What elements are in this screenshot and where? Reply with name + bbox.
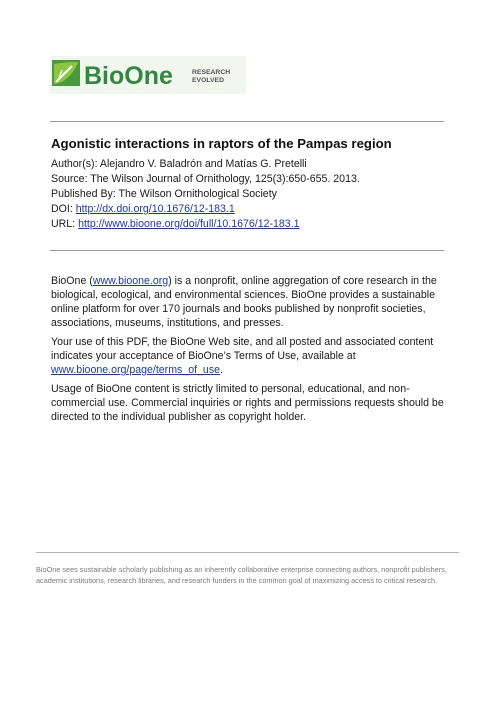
leaf-icon	[52, 60, 80, 86]
logo-brand-text: BioOne	[84, 62, 173, 90]
doi-link[interactable]: http://dx.doi.org/10.1676/12-183.1	[75, 203, 235, 215]
bioone-home-link[interactable]: www.bioone.org	[92, 275, 169, 287]
url-link[interactable]: http://www.bioone.org/doi/full/10.1676/12-183.1	[78, 218, 300, 230]
notice-paragraph-2	[51, 335, 451, 377]
doi-label: DOI:	[51, 203, 73, 215]
publisher-value: The Wilson Ornithological Society	[118, 188, 277, 200]
logo-tagline-1: RESEARCH	[192, 69, 231, 76]
bioone-logo-graphic	[50, 56, 246, 94]
source-line	[51, 172, 360, 187]
authors-line	[51, 157, 360, 172]
notice-p1-start: BioOne (	[51, 275, 93, 287]
notice-p2-start: Your use of this PDF, the BioOne Web site, and all posted and associated content indicates your acceptance of BioOne’s Terms of Use, available at	[51, 336, 434, 362]
terms-of-use-link[interactable]: www.bioone.org/page/terms_of_use	[51, 364, 221, 376]
publisher-line	[51, 187, 360, 202]
url-label: URL:	[51, 218, 76, 230]
logo-tagline-2: EVOLVED	[192, 77, 224, 84]
notice-paragraph-3: Usage of BioOne content is strictly limited to personal, educational, and non-commercial use. Commercial inquiries or rights and permissions requests should be directed to the individual publisher as copyright holder.	[51, 383, 444, 423]
notice-p1-end: ) is a nonprofit, online aggregation of core research in the biological, ecological, and environmental sciences. BioOne provides a sustainable online platform for over 170 journals and books published by nonprofit societies, associations, museums, institutions, and presses.	[51, 275, 437, 329]
bioone-logo	[50, 56, 246, 94]
divider-footer	[36, 552, 459, 553]
url-line	[51, 217, 360, 232]
authors-label: Author(s):	[51, 158, 98, 170]
doi-line	[51, 202, 360, 217]
publisher-label: Published By:	[51, 188, 116, 200]
notice-paragraph-1	[51, 274, 451, 330]
citation-block	[51, 157, 360, 232]
source-value: The Wilson Journal of Ornithology, 125(3):650-655. 2013.	[90, 173, 360, 185]
divider-middle	[50, 250, 444, 251]
authors-value: Alejandro V. Baladrón and Matías G. Pretelli	[99, 158, 307, 170]
notice-p2-end: .	[220, 364, 223, 376]
footer-text: BioOne sees sustainable scholarly publishing as an inherently collaborative enterprise connecting authors, nonprofit publishers, academic institutions, research libraries, and research funders in the common goal of maximizing access to critical research.	[36, 565, 447, 585]
article-title: Agonistic interactions in raptors of the Pampas region	[51, 136, 392, 151]
divider-top	[50, 121, 444, 122]
source-label: Source:	[51, 173, 88, 185]
